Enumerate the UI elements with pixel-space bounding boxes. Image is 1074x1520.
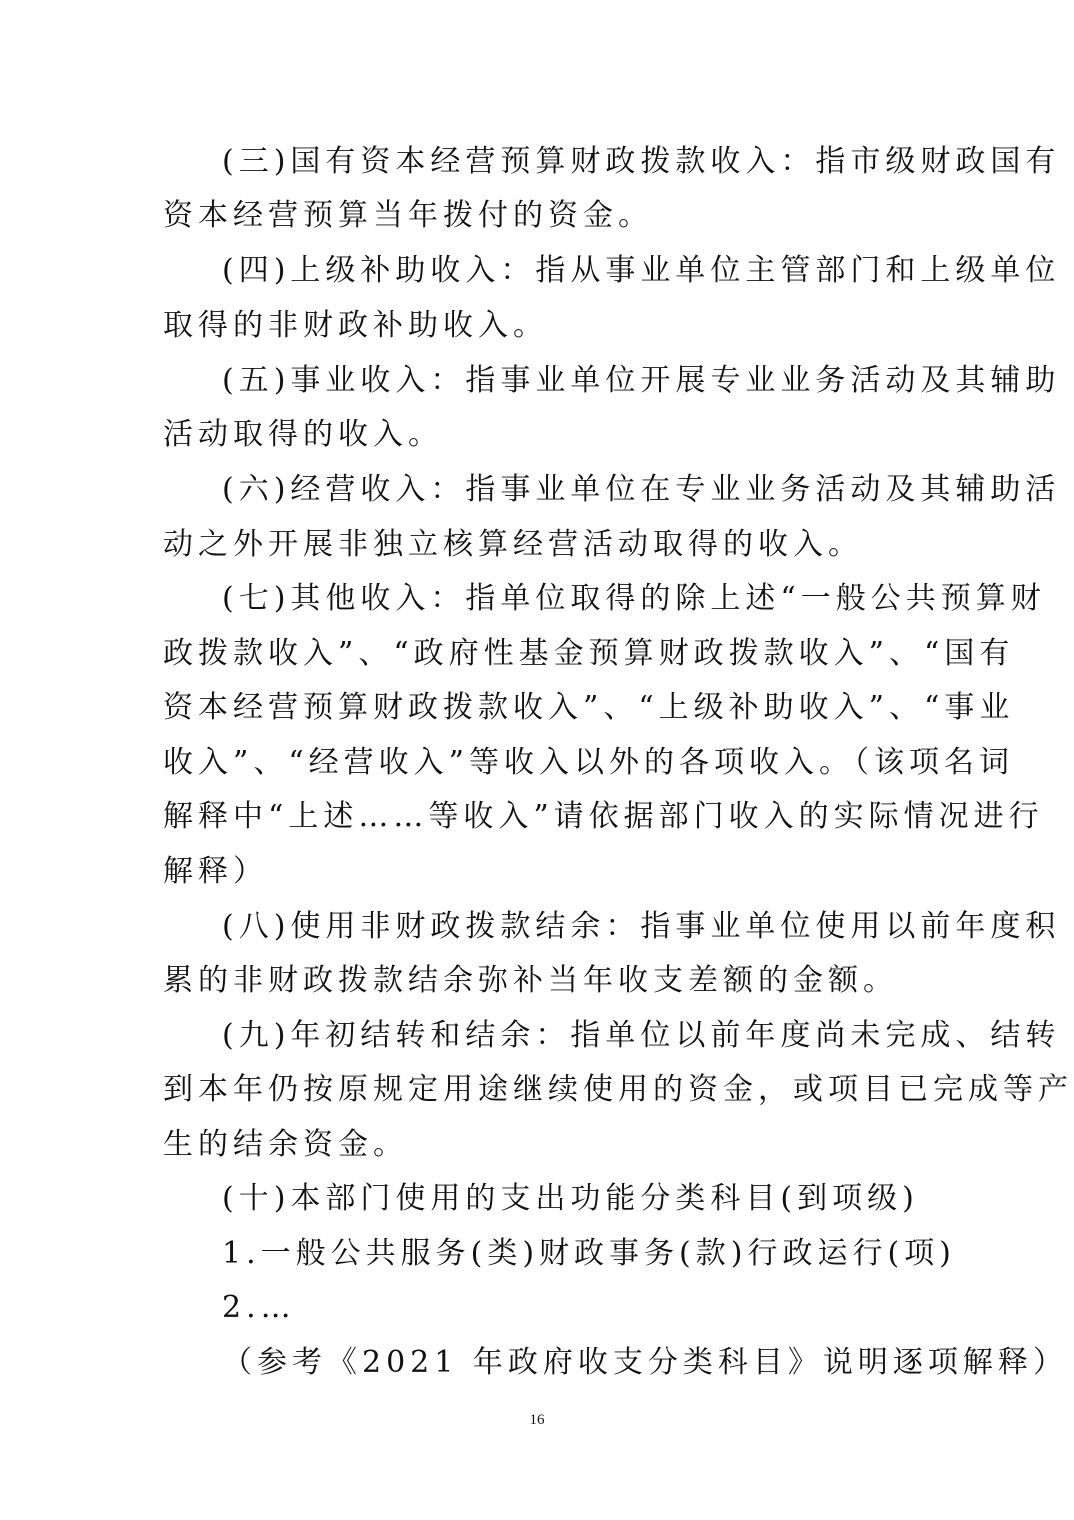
paragraph-5-line-2: 活动取得的收入。 <box>163 417 443 452</box>
paragraph-4-line-1: (四)上级补助收入：指从事业单位主管部门和上级单位 <box>222 253 1061 288</box>
paragraph-6-line-2: 动之外开展非独立核算经营活动取得的收入。 <box>163 527 863 562</box>
list-item-1: 1.一般公共服务(类)财政事务(款)行政运行(项) <box>222 1236 956 1271</box>
paragraph-7-line-6: 解释） <box>163 854 268 889</box>
section-10-heading: (十)本部门使用的支出功能分类科目(到项级) <box>222 1181 919 1216</box>
reference-note: （参考《2021 年政府收支分类科目》说明逐项解释） <box>222 1345 1068 1380</box>
page-number: 16 <box>529 1412 545 1428</box>
paragraph-7-line-3: 资本经营预算财政拨款收入”、“上级补助收入”、“事业 <box>163 690 1015 725</box>
paragraph-5-line-1: (五)事业收入：指事业单位开展专业业务活动及其辅助 <box>222 363 1061 398</box>
paragraph-7-line-1: (七)其他收入：指单位取得的除上述“一般公共预算财 <box>222 581 1046 616</box>
paragraph-4-line-2: 取得的非财政补助收入。 <box>163 308 548 343</box>
paragraph-8-line-1: (八)使用非财政拨款结余：指事业单位使用以前年度积 <box>222 909 1061 944</box>
paragraph-7-line-4: 收入”、“经营收入”等收入以外的各项收入。（该项名词 <box>163 745 1015 780</box>
paragraph-7-line-5: 解释中“上述……等收入”请依据部门收入的实际情况进行 <box>163 799 1044 834</box>
paragraph-3-line-1: (三)国有资本经营预算财政拨款收入：指市级财政国有 <box>222 144 1061 179</box>
paragraph-3-line-2: 资本经营预算当年拨付的资金。 <box>163 198 653 233</box>
paragraph-9-line-1: (九)年初结转和结余：指单位以前年度尚未完成、结转 <box>222 1018 1061 1053</box>
paragraph-7-line-2: 政拨款收入”、“政府性基金预算财政拨款收入”、“国有 <box>163 636 1015 671</box>
paragraph-9-line-2: 到本年仍按原规定用途继续使用的资金，或项目已完成等产 <box>163 1072 1073 1107</box>
paragraph-9-line-3: 生的结余资金。 <box>163 1127 408 1162</box>
paragraph-8-line-2: 累的非财政拨款结余弥补当年收支差额的金额。 <box>163 963 898 998</box>
paragraph-6-line-1: (六)经营收入：指事业单位在专业业务活动及其辅助活 <box>222 472 1061 507</box>
list-item-2: 2.… <box>222 1290 296 1325</box>
